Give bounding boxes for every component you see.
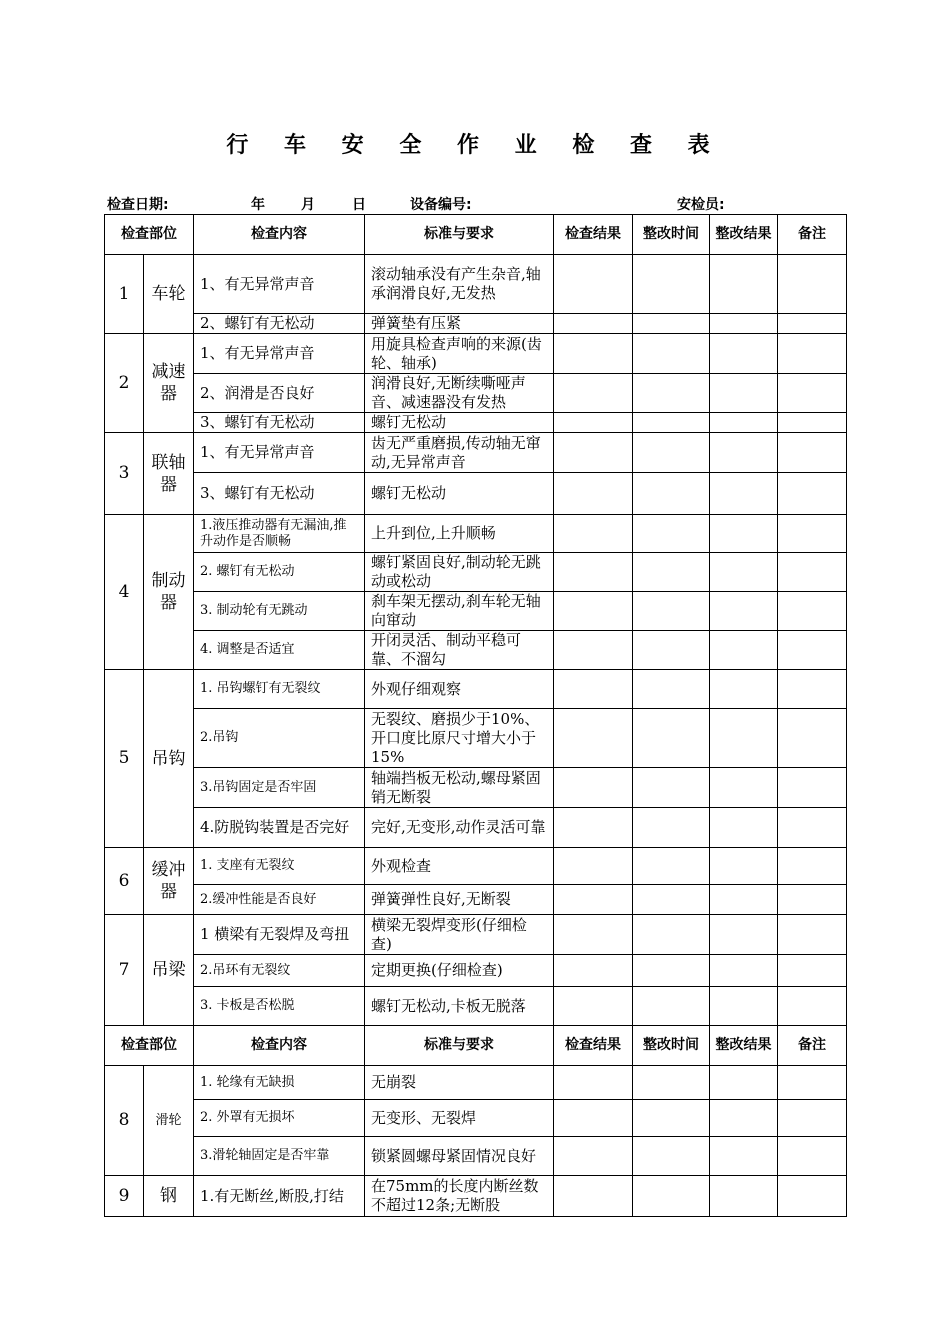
table-row: [105, 473, 847, 515]
item-standard: 滚动轴承没有产生杂音,轴承润滑良好,无发热: [365, 255, 554, 314]
remark-cell[interactable]: [778, 670, 847, 709]
section-part: 联轴器: [144, 433, 194, 515]
remark-cell[interactable]: [778, 631, 847, 670]
rect-time-cell[interactable]: [633, 314, 710, 334]
section-number: 8: [105, 1066, 144, 1176]
item-content: 3、螺钉有无松动: [194, 413, 365, 433]
remark-cell[interactable]: [778, 255, 847, 314]
table-row: [105, 1137, 847, 1176]
rect-time-cell[interactable]: [633, 987, 710, 1026]
result-cell[interactable]: [554, 987, 633, 1026]
inspection-table: [104, 214, 847, 1217]
item-content: 2.缓冲性能是否良好: [194, 885, 365, 915]
remark-cell[interactable]: [778, 885, 847, 915]
rect-time-cell[interactable]: [633, 709, 710, 768]
item-content: 1、有无异常声音: [194, 334, 365, 374]
header-remark: 备注: [778, 1026, 847, 1066]
table-row: [105, 915, 847, 955]
table-row: [105, 768, 847, 808]
remark-cell[interactable]: [778, 1100, 847, 1137]
section-part: 车轮: [144, 255, 194, 334]
table-row: [105, 1176, 847, 1217]
item-standard: 螺钉无松动: [365, 473, 554, 515]
rect-time-cell[interactable]: [633, 768, 710, 808]
rect-time-cell[interactable]: [633, 848, 710, 885]
item-content: 1. 吊钩螺钉有无裂纹: [194, 670, 365, 709]
item-content: 1. 支座有无裂纹: [194, 848, 365, 885]
table-row: [105, 314, 847, 334]
table-row: [105, 374, 847, 413]
remark-cell[interactable]: [778, 473, 847, 515]
table-row: [105, 1066, 847, 1100]
item-standard: 完好,无变形,动作灵活可靠: [365, 808, 554, 848]
section-number: 7: [105, 915, 144, 1026]
remark-cell[interactable]: [778, 433, 847, 473]
result-cell[interactable]: [554, 915, 633, 955]
item-standard: 螺钉无松动: [365, 413, 554, 433]
result-cell[interactable]: [554, 670, 633, 709]
table-row: [105, 987, 847, 1026]
header-remark: 备注: [778, 215, 847, 255]
table-header-row: [105, 1026, 847, 1066]
rect-result-cell[interactable]: [710, 255, 778, 314]
result-cell[interactable]: [554, 631, 633, 670]
remark-cell[interactable]: [778, 955, 847, 987]
item-content: 2. 螺钉有无松动: [194, 553, 365, 592]
item-content: 1 横梁有无裂焊及弯扭: [194, 915, 365, 955]
rect-result-cell[interactable]: [710, 473, 778, 515]
rect-result-cell[interactable]: [710, 1066, 778, 1100]
item-standard: 刹车架无摆动,刹车轮无轴向窜动: [365, 592, 554, 631]
table-row: [105, 255, 847, 314]
result-cell[interactable]: [554, 848, 633, 885]
table-row: [105, 955, 847, 987]
rect-result-cell[interactable]: [710, 592, 778, 631]
item-content: 2.吊环有无裂纹: [194, 955, 365, 987]
rect-time-cell[interactable]: [633, 553, 710, 592]
result-cell[interactable]: [554, 1100, 633, 1137]
remark-cell[interactable]: [778, 592, 847, 631]
year-label: 年: [251, 197, 265, 213]
remark-cell[interactable]: [778, 1066, 847, 1100]
table-row: [105, 1100, 847, 1137]
item-content: 3.吊钩固定是否牢固: [194, 768, 365, 808]
result-cell[interactable]: [554, 413, 633, 433]
item-content: 3. 制动轮有无跳动: [194, 592, 365, 631]
result-cell[interactable]: [554, 1066, 633, 1100]
header-result: 检查结果: [554, 215, 633, 255]
item-standard: 螺钉无松动,卡板无脱落: [365, 987, 554, 1026]
rect-time-cell[interactable]: [633, 433, 710, 473]
section-number: 1: [105, 255, 144, 334]
item-standard: 定期更换(仔细检查): [365, 955, 554, 987]
remark-cell[interactable]: [778, 768, 847, 808]
section-number: 9: [105, 1176, 144, 1217]
section-number: 5: [105, 670, 144, 848]
remark-cell[interactable]: [778, 515, 847, 553]
rect-time-cell[interactable]: [633, 915, 710, 955]
rect-result-cell[interactable]: [710, 709, 778, 768]
table-row: [105, 515, 847, 553]
rect-result-cell[interactable]: [710, 885, 778, 915]
result-cell[interactable]: [554, 808, 633, 848]
remark-cell[interactable]: [778, 808, 847, 848]
result-cell[interactable]: [554, 955, 633, 987]
rect-time-cell[interactable]: [633, 515, 710, 553]
item-content: 3、螺钉有无松动: [194, 473, 365, 515]
header-part: 检查部位: [105, 215, 194, 255]
item-content: 4.防脱钩装置是否完好: [194, 808, 365, 848]
remark-cell[interactable]: [778, 709, 847, 768]
rect-time-cell[interactable]: [633, 1137, 710, 1176]
inspection-meta: [107, 194, 847, 212]
header-standard: 标准与要求: [365, 215, 554, 255]
section-part: 缓冲器: [144, 848, 194, 915]
result-cell[interactable]: [554, 374, 633, 413]
table-row: [105, 334, 847, 374]
header-content: 检查内容: [194, 215, 365, 255]
result-cell[interactable]: [554, 709, 633, 768]
section-number: 4: [105, 515, 144, 670]
rect-time-cell[interactable]: [633, 592, 710, 631]
item-standard: 开闭灵活、制动平稳可靠、不溜勾: [365, 631, 554, 670]
section-number: 6: [105, 848, 144, 915]
table-row: [105, 709, 847, 768]
result-cell[interactable]: [554, 433, 633, 473]
item-content: 2、螺钉有无松动: [194, 314, 365, 334]
rect-result-cell[interactable]: [710, 553, 778, 592]
item-standard: 齿无严重磨损,传动轴无窜动,无异常声音: [365, 433, 554, 473]
item-content: 1.液压推动器有无漏油,推升动作是否顺畅: [194, 515, 365, 553]
result-cell[interactable]: [554, 255, 633, 314]
rect-time-cell[interactable]: [633, 255, 710, 314]
rect-time-cell[interactable]: [633, 808, 710, 848]
rect-result-cell[interactable]: [710, 374, 778, 413]
item-standard: 轴端挡板无松动,螺母紧固销无断裂: [365, 768, 554, 808]
rect-time-cell[interactable]: [633, 334, 710, 374]
result-cell[interactable]: [554, 473, 633, 515]
rect-time-cell[interactable]: [633, 1176, 710, 1217]
table-row: [105, 413, 847, 433]
item-standard: 锁紧圆螺母紧固情况良好: [365, 1137, 554, 1176]
rect-time-cell[interactable]: [633, 885, 710, 915]
item-standard: 润滑良好,无断续嘶哑声音、减速器没有发热: [365, 374, 554, 413]
result-cell[interactable]: [554, 314, 633, 334]
rect-time-cell[interactable]: [633, 670, 710, 709]
item-content: 4. 调整是否适宜: [194, 631, 365, 670]
item-standard: 弹簧垫有压紧: [365, 314, 554, 334]
rect-result-cell[interactable]: [710, 1100, 778, 1137]
result-cell[interactable]: [554, 1176, 633, 1217]
rect-result-cell[interactable]: [710, 955, 778, 987]
remark-cell[interactable]: [778, 334, 847, 374]
table-row: [105, 631, 847, 670]
table-row: [105, 885, 847, 915]
rect-result-cell[interactable]: [710, 1137, 778, 1176]
page-title: 行 车 安 全 作 业 检 查 表: [226, 133, 724, 158]
header-rect-time: 整改时间: [633, 1026, 710, 1066]
item-content: 2. 外罩有无损坏: [194, 1100, 365, 1137]
result-cell[interactable]: [554, 515, 633, 553]
section-part: 吊钩: [144, 670, 194, 848]
item-standard: 用旋具检查声响的来源(齿轮、轴承): [365, 334, 554, 374]
item-standard: 螺钉紧固良好,制动轮无跳动或松动: [365, 553, 554, 592]
rect-result-cell[interactable]: [710, 515, 778, 553]
header-rect-result: 整改结果: [710, 1026, 778, 1066]
item-standard: 弹簧弹性良好,无断裂: [365, 885, 554, 915]
header-standard: 标准与要求: [365, 1026, 554, 1066]
section-number: 3: [105, 433, 144, 515]
item-content: 1. 轮缘有无缺损: [194, 1066, 365, 1100]
result-cell[interactable]: [554, 553, 633, 592]
rect-result-cell[interactable]: [710, 1176, 778, 1217]
rect-time-cell[interactable]: [633, 1100, 710, 1137]
section-part: 制动器: [144, 515, 194, 670]
table-row: [105, 433, 847, 473]
rect-result-cell[interactable]: [710, 915, 778, 955]
header-rect-time: 整改时间: [633, 215, 710, 255]
item-standard: 在75mm的长度内断丝数不超过12条;无断股: [365, 1176, 554, 1217]
item-standard: 无崩裂: [365, 1066, 554, 1100]
rect-time-cell[interactable]: [633, 473, 710, 515]
result-cell[interactable]: [554, 885, 633, 915]
remark-cell[interactable]: [778, 413, 847, 433]
item-standard: 外观仔细观察: [365, 670, 554, 709]
section-part: 钢: [144, 1176, 194, 1217]
result-cell[interactable]: [554, 768, 633, 808]
rect-result-cell[interactable]: [710, 768, 778, 808]
item-content: 2、润滑是否良好: [194, 374, 365, 413]
item-standard: 上升到位,上升顺畅: [365, 515, 554, 553]
section-number: 2: [105, 334, 144, 433]
remark-cell[interactable]: [778, 314, 847, 334]
day-label: 日: [352, 197, 366, 213]
item-standard: 外观检查: [365, 848, 554, 885]
rect-result-cell[interactable]: [710, 987, 778, 1026]
rect-time-cell[interactable]: [633, 413, 710, 433]
date-label: 检查日期:: [107, 197, 169, 213]
item-content: 1、有无异常声音: [194, 433, 365, 473]
header-result: 检查结果: [554, 1026, 633, 1066]
item-content: 3.滑轮轴固定是否牢靠: [194, 1137, 365, 1176]
header-part: 检查部位: [105, 1026, 194, 1066]
result-cell[interactable]: [554, 334, 633, 374]
rect-result-cell[interactable]: [710, 413, 778, 433]
header-content: 检查内容: [194, 1026, 365, 1066]
remark-cell[interactable]: [778, 1137, 847, 1176]
rect-result-cell[interactable]: [710, 631, 778, 670]
item-content: 3. 卡板是否松脱: [194, 987, 365, 1026]
result-cell[interactable]: [554, 1137, 633, 1176]
rect-time-cell[interactable]: [633, 955, 710, 987]
remark-cell[interactable]: [778, 987, 847, 1026]
month-label: 月: [301, 197, 315, 213]
table-row: [105, 848, 847, 885]
section-part: 吊梁: [144, 915, 194, 1026]
section-part: 滑轮: [144, 1066, 194, 1176]
rect-time-cell[interactable]: [633, 374, 710, 413]
item-standard: 无变形、无裂焊: [365, 1100, 554, 1137]
rect-result-cell[interactable]: [710, 433, 778, 473]
item-content: 1.有无断丝,断股,打结: [194, 1176, 365, 1217]
rect-result-cell[interactable]: [710, 314, 778, 334]
item-standard: 横梁无裂焊变形(仔细检查): [365, 915, 554, 955]
result-cell[interactable]: [554, 592, 633, 631]
rect-time-cell[interactable]: [633, 631, 710, 670]
equipment-label: 设备编号:: [410, 197, 472, 213]
item-standard: 无裂纹、磨损少于10%、开口度比原尺寸增大小于15%: [365, 709, 554, 768]
rect-result-cell[interactable]: [710, 670, 778, 709]
rect-result-cell[interactable]: [710, 334, 778, 374]
table-row: [105, 592, 847, 631]
rect-result-cell[interactable]: [710, 808, 778, 848]
remark-cell[interactable]: [778, 374, 847, 413]
section-part: 减速器: [144, 334, 194, 433]
remark-cell[interactable]: [778, 848, 847, 885]
header-rect-result: 整改结果: [710, 215, 778, 255]
item-content: 2.吊钩: [194, 709, 365, 768]
inspector-label: 安检员:: [677, 194, 731, 215]
table-row: [105, 553, 847, 592]
remark-cell[interactable]: [778, 1176, 847, 1217]
rect-result-cell[interactable]: [710, 848, 778, 885]
item-content: 1、有无异常声音: [194, 255, 365, 314]
rect-time-cell[interactable]: [633, 1066, 710, 1100]
table-row: [105, 808, 847, 848]
table-row: [105, 670, 847, 709]
remark-cell[interactable]: [778, 553, 847, 592]
table-header-row: [105, 215, 847, 255]
remark-cell[interactable]: [778, 915, 847, 955]
